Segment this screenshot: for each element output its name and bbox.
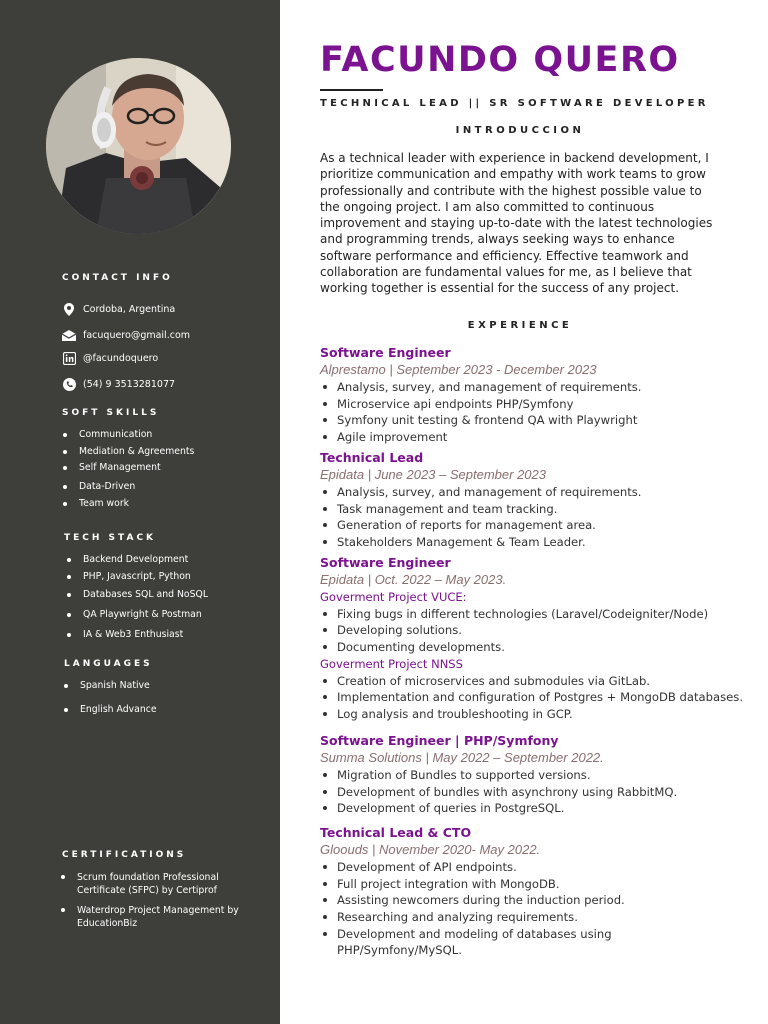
list-item: Documenting developments. bbox=[320, 639, 760, 656]
list-item: Scrum foundation Professional Certificate (SFPC) by Certiprof bbox=[77, 871, 252, 897]
list-item: QA Playwright & Postman bbox=[83, 609, 208, 621]
job-entry bbox=[320, 825, 760, 959]
job-bullets bbox=[320, 673, 760, 723]
job-bullets bbox=[320, 859, 760, 959]
list-item: Analysis, survey, and management of requirements. bbox=[320, 484, 760, 501]
list-item: Fixing bugs in different technologies (Laravel/Codeigniter/Node) bbox=[320, 606, 760, 623]
contact-phone[interactable] bbox=[62, 376, 175, 392]
soft-skills-heading: SOFT SKILLS bbox=[62, 408, 160, 418]
job-bullets bbox=[320, 767, 760, 817]
job-bullets bbox=[320, 379, 760, 446]
contact-location bbox=[62, 301, 175, 317]
job-position: Technical Lead & CTO bbox=[320, 824, 472, 840]
project-name: Goverment Project NNSS bbox=[320, 656, 463, 671]
phone-icon bbox=[62, 377, 76, 391]
job-position: Software Engineer bbox=[320, 554, 451, 570]
contact-email-text[interactable]: facuquero@gmail.com bbox=[83, 329, 191, 341]
email-icon bbox=[62, 328, 76, 342]
contact-linkedin[interactable] bbox=[62, 350, 158, 366]
profile-photo-illustration bbox=[46, 58, 231, 234]
list-item: Implementation and configuration of Postgres + MongoDB databases. bbox=[320, 689, 760, 706]
job-position: Software Engineer | PHP/Symfony bbox=[320, 732, 559, 748]
candidate-name: FACUNDO QUERO bbox=[320, 40, 680, 80]
list-item: Mediation & Agreements bbox=[79, 445, 195, 457]
tech-stack-heading: TECH STACK bbox=[64, 533, 157, 543]
list-item: Team work bbox=[79, 498, 194, 510]
job-entry bbox=[320, 345, 760, 446]
list-item: Agile improvement bbox=[320, 429, 760, 446]
job-company: Epidata | June 2023 – September 2023 bbox=[320, 466, 546, 482]
list-item: PHP, Javascript, Python bbox=[83, 571, 208, 583]
project-name: Goverment Project VUCE: bbox=[320, 589, 467, 604]
list-item: Full project integration with MongoDB. bbox=[320, 876, 760, 893]
list-item: Developing solutions. bbox=[320, 622, 760, 639]
list-item: English Advance bbox=[80, 704, 157, 715]
experience-list bbox=[320, 345, 760, 963]
linkedin-icon bbox=[62, 351, 76, 365]
job-position: Technical Lead bbox=[320, 449, 424, 465]
soft-skills-list bbox=[79, 429, 194, 510]
certifications-heading: CERTIFICATIONS bbox=[62, 850, 187, 860]
languages-heading: LANGUAGES bbox=[64, 659, 153, 669]
job-entry bbox=[320, 555, 760, 723]
list-item: Microservice api endpoints PHP/Symfony bbox=[320, 396, 760, 413]
languages-list bbox=[80, 680, 157, 716]
contact-email[interactable] bbox=[62, 327, 190, 343]
list-item: Communication bbox=[79, 429, 194, 441]
list-item: Spanish Native bbox=[80, 680, 157, 692]
contact-location-text: Cordoba, Argentina bbox=[83, 303, 176, 315]
list-item: Symfony unit testing & frontend QA with Playwright bbox=[320, 412, 760, 429]
job-bullets bbox=[320, 606, 760, 656]
list-item: Waterdrop Project Management by EducationBiz bbox=[77, 904, 252, 930]
certifications-list bbox=[77, 871, 252, 930]
list-item: Task management and team tracking. bbox=[320, 501, 760, 518]
list-item: Stakeholders Management & Team Leader. bbox=[320, 534, 760, 551]
job-company: Alprestamo | September 2023 - December 2023 bbox=[320, 362, 597, 377]
list-item: Migration of Bundles to supported versions. bbox=[320, 767, 760, 784]
location-pin-icon bbox=[62, 302, 76, 316]
job-company: Gloouds | November 2020- May 2022. bbox=[320, 841, 541, 857]
job-bullets bbox=[320, 484, 760, 551]
intro-text: As a technical leader with experience in backend development, I prioritize communication and empathy with work teams to grow professionally and contribute with the highest possible value to the ongoing project. I am also committed to continuous improvement and staying up-to-date with the latest technologies and programming trends, always seeking ways to enhance software performance and efficiency. Effective teamwork and collaboration are fundamental values for me, as I believe that working together is essential for the success of any project. bbox=[320, 151, 713, 296]
list-item: Generation of reports for management area. bbox=[320, 517, 760, 534]
list-item: IA & Web3 Enthusiast bbox=[83, 629, 208, 641]
job-company: Summa Solutions | May 2022 – September 2022. bbox=[320, 749, 604, 765]
job-entry bbox=[320, 733, 760, 817]
contact-linkedin-text[interactable]: @facundoquero bbox=[83, 352, 159, 364]
list-item: Self Management bbox=[79, 462, 194, 474]
name-divider bbox=[320, 89, 383, 91]
list-item: Development of API endpoints. bbox=[320, 859, 760, 876]
contact-info-heading: CONTACT INFO bbox=[62, 273, 173, 283]
list-item: Backend Development bbox=[83, 554, 208, 566]
intro-heading: INTRODUCCION bbox=[455, 125, 585, 136]
tech-stack-list bbox=[83, 554, 208, 641]
list-item: Databases SQL and NoSQL bbox=[83, 588, 208, 600]
list-item: Data-Driven bbox=[79, 481, 194, 493]
contact-phone-text: (54) 9 3513281077 bbox=[83, 378, 176, 390]
job-title: TECHNICAL LEAD || SR SOFTWARE DEVELOPER bbox=[320, 98, 709, 109]
list-item: Assisting newcomers during the induction period. bbox=[320, 892, 760, 909]
list-item: Development and modeling of databases using PHP/Symfony/MySQL. bbox=[320, 926, 620, 959]
list-item: Development of queries in PostgreSQL. bbox=[320, 800, 760, 817]
experience-heading: EXPERIENCE bbox=[467, 320, 573, 331]
sidebar bbox=[0, 0, 280, 1024]
job-entry bbox=[320, 450, 760, 551]
profile-photo bbox=[46, 58, 231, 234]
list-item: Development of bundles with asynchrony using RabbitMQ. bbox=[320, 784, 760, 801]
list-item: Analysis, survey, and management of requirements. bbox=[320, 379, 760, 396]
list-item: Researching and analyzing requirements. bbox=[320, 909, 760, 926]
job-company: Epidata | Oct. 2022 – May 2023. bbox=[320, 571, 507, 587]
list-item: Creation of microservices and submodules via GitLab. bbox=[320, 673, 760, 690]
job-position: Software Engineer bbox=[320, 345, 451, 360]
list-item: Log analysis and troubleshooting in GCP. bbox=[320, 706, 760, 723]
